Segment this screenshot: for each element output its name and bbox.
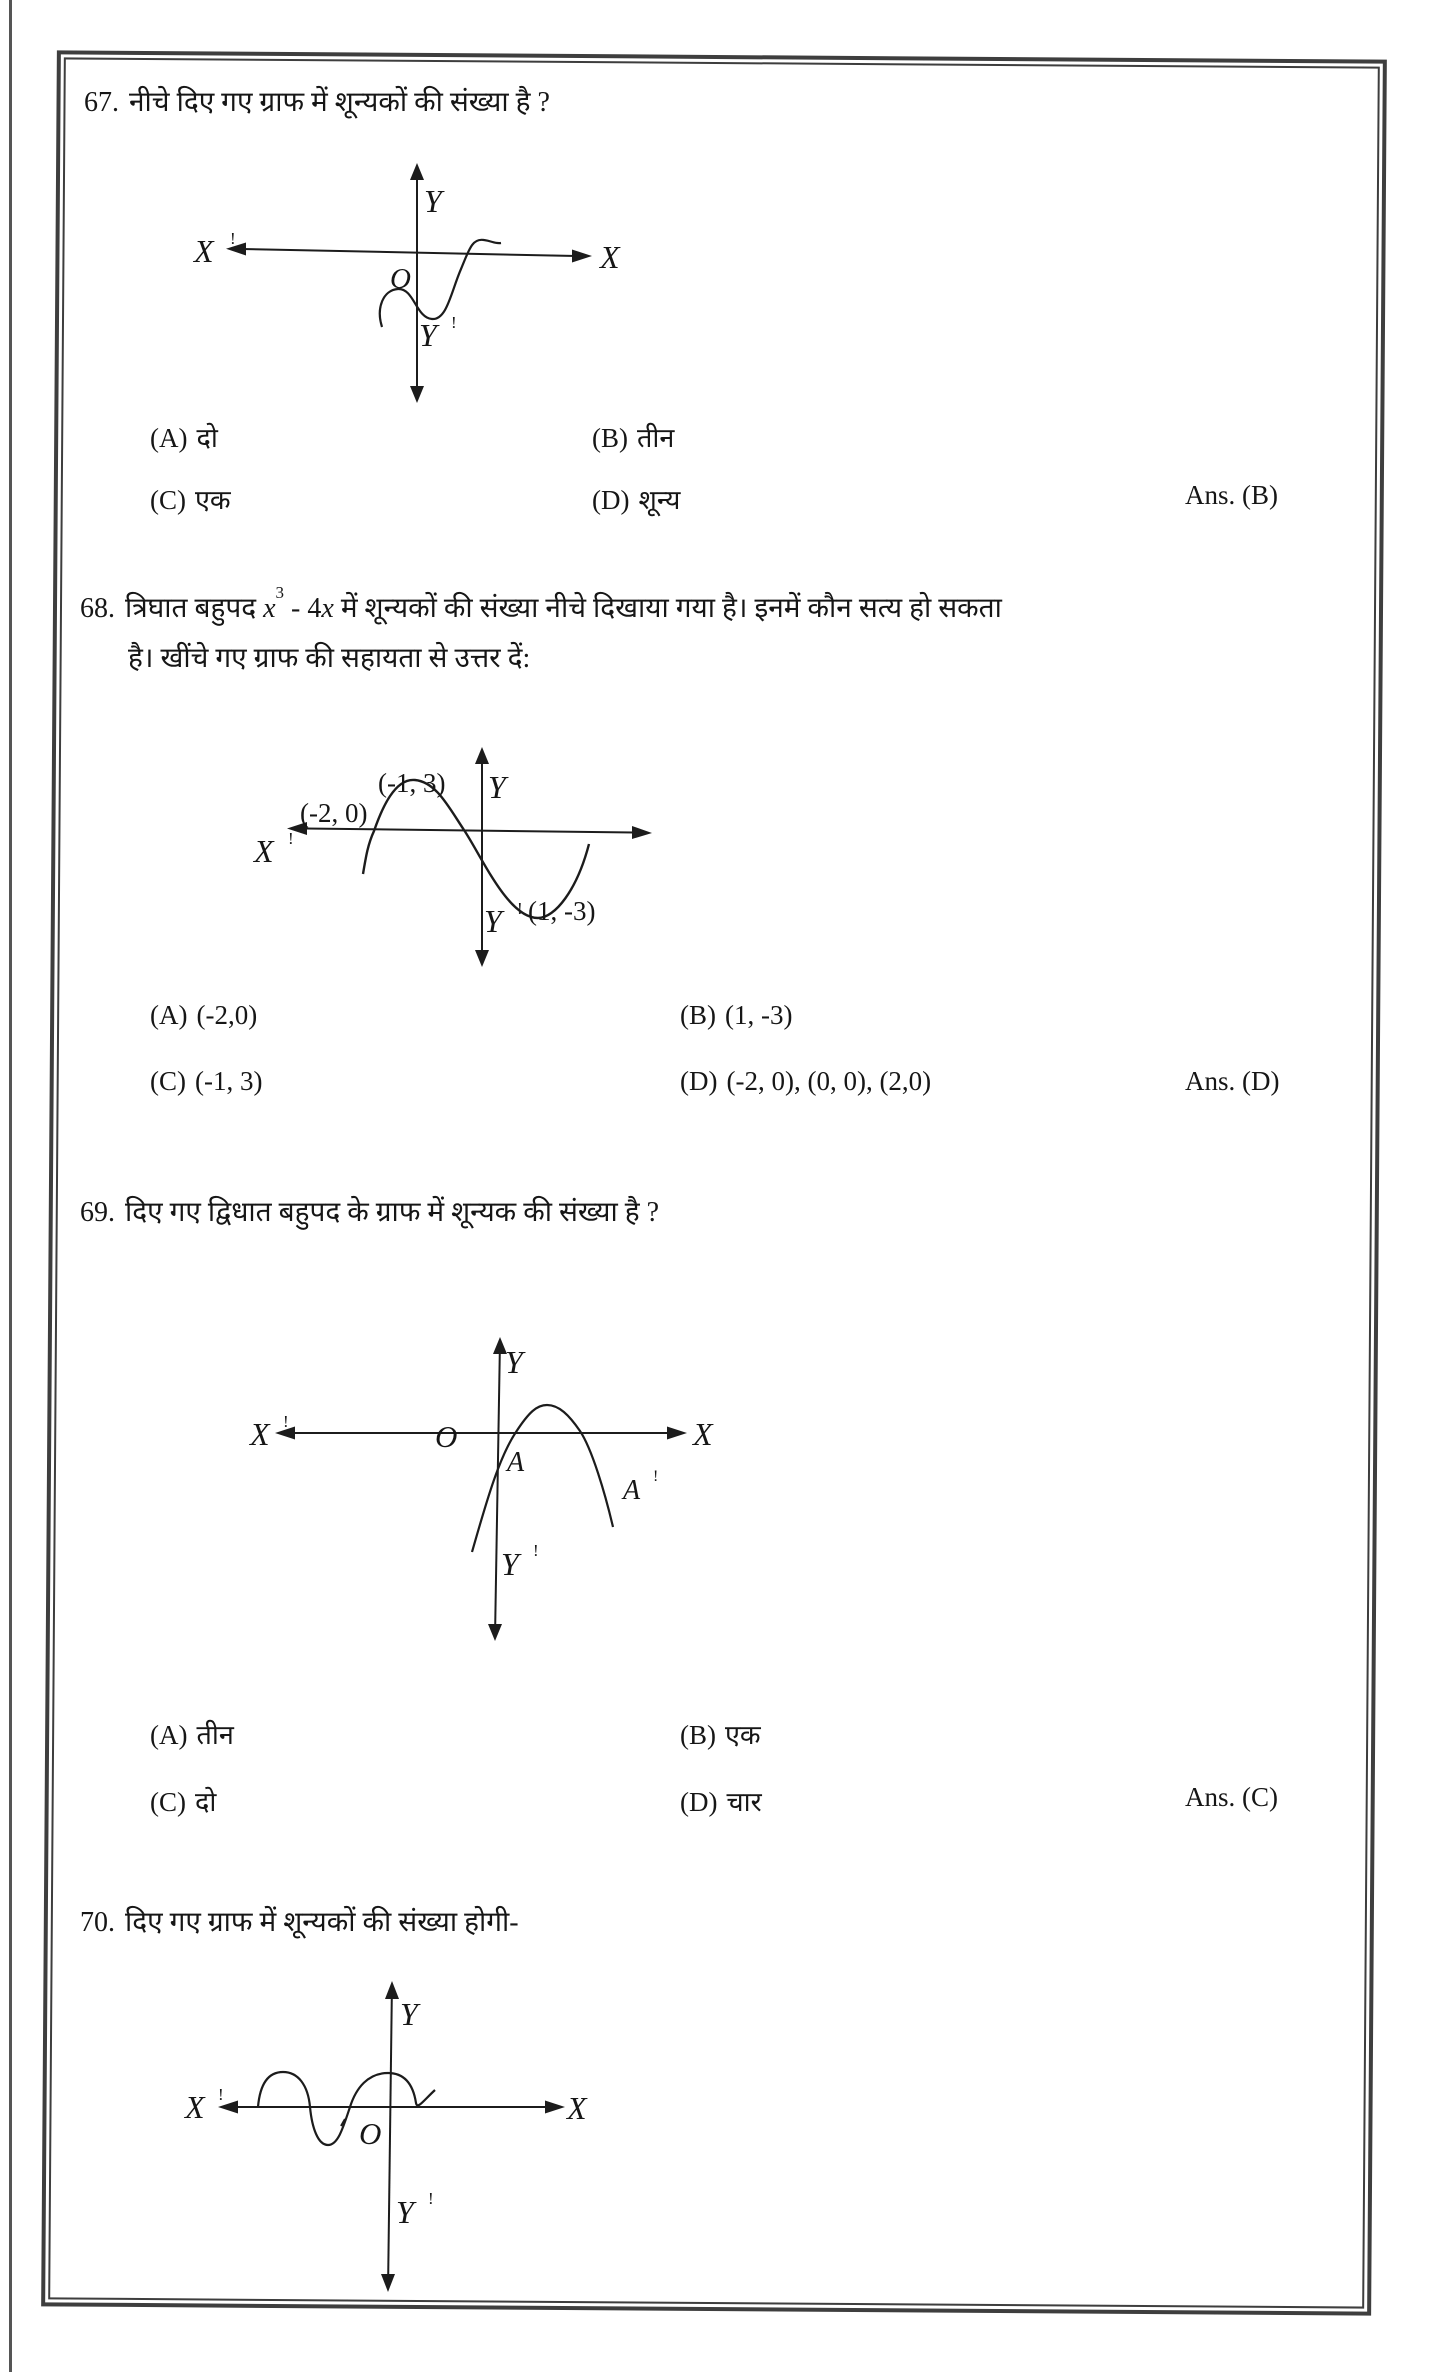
- option-label: (B): [680, 1720, 716, 1750]
- y-prime-label: Y: [396, 2194, 414, 2230]
- arrow-right-icon: [667, 1427, 687, 1440]
- arrow-up-icon: [410, 163, 424, 180]
- origin-label: O: [359, 2116, 382, 2151]
- question-number: 67.: [84, 87, 119, 118]
- option-label: (A): [150, 423, 188, 453]
- x-prime-label: X: [185, 2089, 205, 2125]
- y-prime-mark: !: [533, 1541, 539, 1560]
- option-text: दो: [195, 1787, 217, 1817]
- option-text: एक: [195, 485, 231, 515]
- y-axis: [495, 1352, 500, 1626]
- x-prime-label: X: [194, 233, 214, 269]
- question-number: 68.: [80, 593, 115, 624]
- point-label-maximum: (-1, 3): [378, 768, 446, 798]
- a-prime-mark: !: [653, 1468, 659, 1485]
- question-number: 70.: [80, 1907, 115, 1938]
- question-body: दिए गए ग्राफ में शून्यकों की संख्या होगी-: [125, 1907, 519, 1938]
- option-68-c: [150, 1066, 262, 1097]
- scan-edge-line: [9, 0, 12, 2372]
- option-label: (A): [150, 1720, 188, 1750]
- option-label: (D): [592, 485, 630, 515]
- origin-label: O: [390, 263, 411, 295]
- option-68-d: [680, 1066, 931, 1097]
- graph-q69: [235, 1325, 715, 1660]
- x-prime-mark: !: [283, 1412, 289, 1431]
- arrow-down-icon: [410, 386, 424, 403]
- arrow-right-icon: [572, 250, 592, 263]
- question-line-1: [80, 582, 1002, 626]
- x-axis-label: X: [600, 239, 620, 275]
- option-text: तीन: [637, 423, 675, 453]
- x-prime-mark: !: [230, 229, 236, 248]
- option-69-c: [150, 1782, 216, 1819]
- y-prime-label: Y: [484, 903, 502, 939]
- option-68-b: [680, 1000, 792, 1031]
- y-prime-label: Y: [419, 317, 437, 353]
- question-body: नीचे दिए गए ग्राफ में शून्यकों की संख्या है ?: [129, 87, 550, 118]
- option-label: (D): [680, 1787, 718, 1817]
- y-prime-mark: !: [517, 899, 523, 918]
- option-label: (D): [680, 1066, 718, 1096]
- question-70-text: [80, 1902, 519, 1940]
- parabola-curve: [472, 1405, 613, 1552]
- zero-point-a-prime-label: A: [623, 1475, 641, 1506]
- y-axis-label: Y: [424, 183, 442, 219]
- math-operator: - 4: [284, 593, 322, 624]
- answer-69: Ans. (C): [1185, 1782, 1278, 1812]
- option-67-a: [150, 418, 218, 455]
- math-variable: x: [321, 593, 334, 624]
- arrow-left-icon: [226, 243, 246, 256]
- option-text: चार: [726, 1787, 762, 1817]
- option-69-a: [150, 1715, 234, 1752]
- option-67-d: [592, 480, 680, 517]
- option-text: (-2, 0), (0, 0), (2,0): [726, 1066, 932, 1096]
- x-prime-mark: !: [288, 829, 294, 848]
- option-label: (A): [150, 1000, 188, 1030]
- graph-q70: [165, 1968, 615, 2308]
- arrow-right-icon: [632, 826, 652, 839]
- option-label: (C): [150, 1787, 186, 1817]
- option-69-b: [680, 1715, 761, 1752]
- zero-point-a-label: A: [507, 1447, 525, 1478]
- arrow-up-icon: [385, 1981, 399, 1999]
- graph-q67: [170, 150, 640, 415]
- option-text: शून्य: [638, 485, 681, 515]
- option-label: (B): [592, 423, 628, 453]
- y-prime-label: Y: [501, 1546, 519, 1582]
- y-axis-label: Y: [488, 769, 506, 805]
- arrow-down-icon: [381, 2274, 395, 2292]
- option-label: (B): [680, 1000, 716, 1030]
- question-body: दिए गए द्विधात बहुपद के ग्राफ में शून्यक की संख्या है ?: [125, 1197, 660, 1228]
- question-67-text: [84, 82, 550, 120]
- option-text: (-2,0): [196, 1000, 258, 1030]
- x-axis-label: X: [693, 1416, 713, 1452]
- polynomial-curve: [258, 2072, 435, 2145]
- answer-67: Ans. (B): [1185, 480, 1278, 510]
- y-axis: [388, 1997, 392, 2276]
- origin-label: O: [435, 1419, 458, 1454]
- question-number: 69.: [80, 1197, 115, 1228]
- option-label: (C): [150, 485, 186, 515]
- y-prime-mark: !: [428, 2189, 434, 2208]
- graph-q68: [240, 740, 720, 975]
- option-text: दो: [196, 423, 218, 453]
- x-prime-mark: !: [218, 2085, 224, 2104]
- option-text: (1, -3): [725, 1000, 793, 1030]
- x-prime-label: X: [250, 1416, 270, 1452]
- arrow-right-icon: [545, 2101, 565, 2114]
- point-label-minimum: (1, -3): [528, 896, 596, 926]
- option-68-a: [150, 1000, 257, 1031]
- question-line-2: है। खींचे गए ग्राफ की सहायता से उत्तर दें:: [128, 643, 531, 674]
- math-variable: x: [263, 593, 276, 624]
- question-body: त्रिघात बहुपद: [125, 593, 264, 624]
- y-prime-mark: !: [451, 313, 457, 332]
- x-prime-label: X: [254, 833, 274, 869]
- arrow-up-icon: [475, 747, 489, 764]
- arrow-down-icon: [488, 1624, 502, 1641]
- x-axis: [305, 829, 634, 833]
- arrow-down-icon: [475, 950, 489, 967]
- math-exponent: 3: [275, 582, 285, 602]
- question-69-text: [80, 1192, 659, 1230]
- option-text: (-1, 3): [195, 1066, 263, 1096]
- option-67-b: [592, 418, 674, 455]
- question-68-text: [80, 582, 1002, 676]
- y-axis-label: Y: [400, 1996, 418, 2032]
- point-label-left-zero: (-2, 0): [300, 798, 368, 828]
- option-label: (C): [150, 1066, 186, 1096]
- option-69-d: [680, 1782, 762, 1819]
- x-axis-label: X: [567, 2090, 587, 2126]
- y-axis-label: Y: [505, 1344, 523, 1380]
- x-axis: [242, 249, 576, 256]
- answer-68: Ans. (D): [1185, 1066, 1280, 1096]
- question-body: में शून्यकों की संख्या नीचे दिखाया गया है। इनमें कौन सत्य हो सकता: [333, 593, 1002, 624]
- option-67-c: [150, 480, 231, 517]
- option-text: एक: [725, 1720, 761, 1750]
- option-text: तीन: [196, 1720, 234, 1750]
